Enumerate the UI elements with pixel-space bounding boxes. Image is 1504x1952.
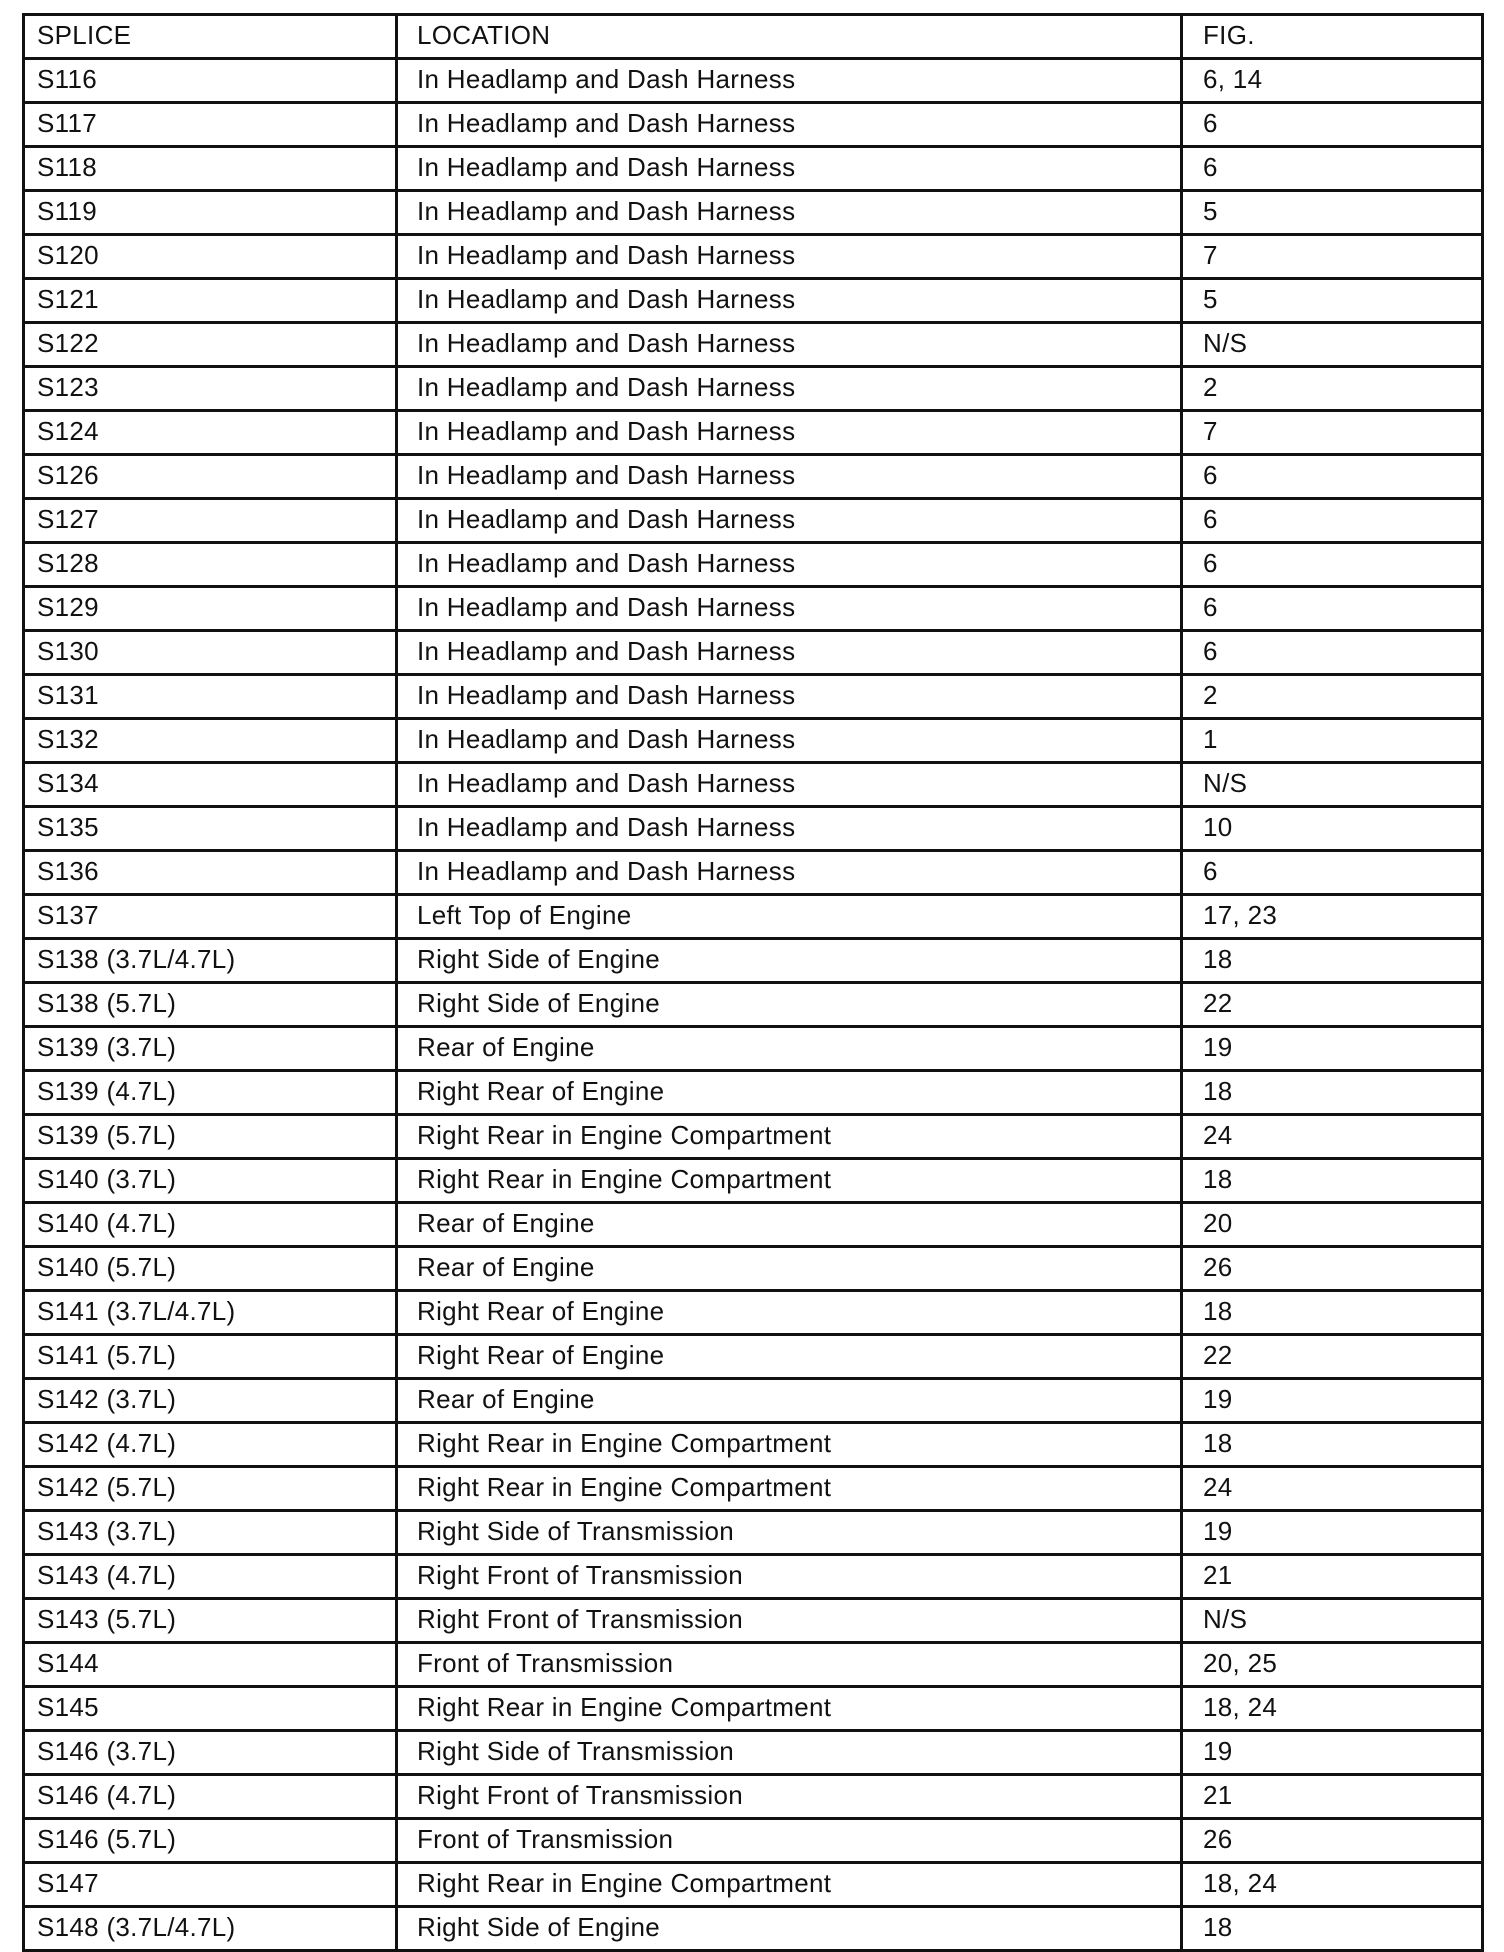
fig-cell: 18 xyxy=(1182,1291,1483,1335)
fig-cell: 6 xyxy=(1182,543,1483,587)
fig-cell: 7 xyxy=(1182,235,1483,279)
location-cell: Right Rear in Engine Compartment xyxy=(397,1863,1182,1907)
table-row xyxy=(24,1071,1483,1115)
splice-cell: S127 xyxy=(24,499,397,543)
table-row xyxy=(24,323,1483,367)
splice-table-container xyxy=(22,13,1481,1952)
fig-cell: 1 xyxy=(1182,719,1483,763)
table-row xyxy=(24,983,1483,1027)
table-row xyxy=(24,455,1483,499)
splice-cell: S138 (3.7L/4.7L) xyxy=(24,939,397,983)
fig-cell: 24 xyxy=(1182,1115,1483,1159)
splice-cell: S121 xyxy=(24,279,397,323)
location-cell: Right Front of Transmission xyxy=(397,1555,1182,1599)
splice-cell: S135 xyxy=(24,807,397,851)
splice-cell: S140 (3.7L) xyxy=(24,1159,397,1203)
splice-cell: S139 (5.7L) xyxy=(24,1115,397,1159)
location-column-header: LOCATION xyxy=(397,15,1182,59)
splice-location-table xyxy=(22,13,1484,1952)
fig-cell: 18, 24 xyxy=(1182,1687,1483,1731)
table-row xyxy=(24,1379,1483,1423)
fig-cell: 22 xyxy=(1182,1335,1483,1379)
table-row xyxy=(24,411,1483,455)
splice-cell: S145 xyxy=(24,1687,397,1731)
splice-cell: S146 (3.7L) xyxy=(24,1731,397,1775)
splice-cell: S139 (3.7L) xyxy=(24,1027,397,1071)
location-cell: Right Side of Transmission xyxy=(397,1511,1182,1555)
fig-cell: 19 xyxy=(1182,1511,1483,1555)
fig-cell: 18, 24 xyxy=(1182,1863,1483,1907)
splice-cell: S141 (3.7L/4.7L) xyxy=(24,1291,397,1335)
fig-cell: 18 xyxy=(1182,1159,1483,1203)
location-cell: In Headlamp and Dash Harness xyxy=(397,499,1182,543)
table-row xyxy=(24,895,1483,939)
table-row xyxy=(24,1423,1483,1467)
location-cell: Right Rear in Engine Compartment xyxy=(397,1687,1182,1731)
location-cell: In Headlamp and Dash Harness xyxy=(397,851,1182,895)
table-row xyxy=(24,59,1483,103)
splice-cell: S128 xyxy=(24,543,397,587)
fig-cell: 21 xyxy=(1182,1555,1483,1599)
table-row xyxy=(24,103,1483,147)
location-cell: In Headlamp and Dash Harness xyxy=(397,587,1182,631)
fig-cell: 2 xyxy=(1182,367,1483,411)
table-row xyxy=(24,279,1483,323)
splice-cell: S142 (3.7L) xyxy=(24,1379,397,1423)
splice-cell: S129 xyxy=(24,587,397,631)
fig-cell: 6 xyxy=(1182,851,1483,895)
table-row xyxy=(24,1027,1483,1071)
fig-cell: 18 xyxy=(1182,1907,1483,1951)
table-body xyxy=(24,59,1483,1951)
location-cell: Rear of Engine xyxy=(397,1247,1182,1291)
table-row xyxy=(24,147,1483,191)
splice-cell: S120 xyxy=(24,235,397,279)
table-row xyxy=(24,1775,1483,1819)
table-row xyxy=(24,675,1483,719)
splice-cell: S144 xyxy=(24,1643,397,1687)
table-row xyxy=(24,1291,1483,1335)
location-cell: Right Front of Transmission xyxy=(397,1599,1182,1643)
table-row xyxy=(24,631,1483,675)
location-cell: In Headlamp and Dash Harness xyxy=(397,279,1182,323)
splice-cell: S122 xyxy=(24,323,397,367)
location-cell: Right Rear of Engine xyxy=(397,1291,1182,1335)
table-row xyxy=(24,499,1483,543)
table-row xyxy=(24,719,1483,763)
table-row xyxy=(24,587,1483,631)
splice-cell: S148 (3.7L/4.7L) xyxy=(24,1907,397,1951)
splice-cell: S140 (4.7L) xyxy=(24,1203,397,1247)
splice-cell: S126 xyxy=(24,455,397,499)
table-row xyxy=(24,367,1483,411)
location-cell: In Headlamp and Dash Harness xyxy=(397,719,1182,763)
fig-cell: 6 xyxy=(1182,455,1483,499)
table-row xyxy=(24,1159,1483,1203)
fig-cell: 24 xyxy=(1182,1467,1483,1511)
fig-cell: 18 xyxy=(1182,1071,1483,1115)
splice-cell: S138 (5.7L) xyxy=(24,983,397,1027)
splice-cell: S131 xyxy=(24,675,397,719)
location-cell: Right Side of Engine xyxy=(397,939,1182,983)
fig-cell: 22 xyxy=(1182,983,1483,1027)
fig-cell: 6 xyxy=(1182,499,1483,543)
location-cell: In Headlamp and Dash Harness xyxy=(397,147,1182,191)
fig-cell: 5 xyxy=(1182,191,1483,235)
fig-cell: N/S xyxy=(1182,323,1483,367)
splice-cell: S116 xyxy=(24,59,397,103)
location-cell: Right Side of Engine xyxy=(397,983,1182,1027)
fig-cell: 19 xyxy=(1182,1731,1483,1775)
table-row xyxy=(24,1203,1483,1247)
fig-cell: 6, 14 xyxy=(1182,59,1483,103)
splice-cell: S124 xyxy=(24,411,397,455)
fig-cell: 17, 23 xyxy=(1182,895,1483,939)
location-cell: Front of Transmission xyxy=(397,1819,1182,1863)
fig-cell: 18 xyxy=(1182,1423,1483,1467)
splice-cell: S143 (5.7L) xyxy=(24,1599,397,1643)
location-cell: In Headlamp and Dash Harness xyxy=(397,763,1182,807)
fig-cell: 20 xyxy=(1182,1203,1483,1247)
splice-cell: S132 xyxy=(24,719,397,763)
fig-cell: 19 xyxy=(1182,1027,1483,1071)
table-row xyxy=(24,1731,1483,1775)
location-cell: In Headlamp and Dash Harness xyxy=(397,807,1182,851)
table-row xyxy=(24,1907,1483,1951)
location-cell: Left Top of Engine xyxy=(397,895,1182,939)
table-row xyxy=(24,1247,1483,1291)
splice-cell: S143 (4.7L) xyxy=(24,1555,397,1599)
location-cell: In Headlamp and Dash Harness xyxy=(397,367,1182,411)
table-row xyxy=(24,1335,1483,1379)
location-cell: In Headlamp and Dash Harness xyxy=(397,191,1182,235)
table-row xyxy=(24,807,1483,851)
location-cell: Rear of Engine xyxy=(397,1379,1182,1423)
location-cell: Right Rear in Engine Compartment xyxy=(397,1467,1182,1511)
fig-column-header: FIG. xyxy=(1182,15,1483,59)
fig-cell: 6 xyxy=(1182,147,1483,191)
fig-cell: N/S xyxy=(1182,1599,1483,1643)
fig-cell: N/S xyxy=(1182,763,1483,807)
table-row xyxy=(24,1643,1483,1687)
location-cell: Right Rear in Engine Compartment xyxy=(397,1423,1182,1467)
splice-cell: S130 xyxy=(24,631,397,675)
table-row xyxy=(24,1687,1483,1731)
fig-cell: 6 xyxy=(1182,587,1483,631)
table-row xyxy=(24,1115,1483,1159)
table-row xyxy=(24,1467,1483,1511)
table-row xyxy=(24,235,1483,279)
location-cell: Right Rear in Engine Compartment xyxy=(397,1159,1182,1203)
header-row xyxy=(24,15,1483,59)
splice-cell: S136 xyxy=(24,851,397,895)
splice-cell: S134 xyxy=(24,763,397,807)
fig-cell: 10 xyxy=(1182,807,1483,851)
location-cell: In Headlamp and Dash Harness xyxy=(397,103,1182,147)
table-row xyxy=(24,939,1483,983)
location-cell: Rear of Engine xyxy=(397,1203,1182,1247)
splice-cell: S119 xyxy=(24,191,397,235)
location-cell: In Headlamp and Dash Harness xyxy=(397,455,1182,499)
table-row xyxy=(24,1863,1483,1907)
splice-cell: S147 xyxy=(24,1863,397,1907)
location-cell: In Headlamp and Dash Harness xyxy=(397,411,1182,455)
location-cell: In Headlamp and Dash Harness xyxy=(397,543,1182,587)
fig-cell: 6 xyxy=(1182,103,1483,147)
splice-cell: S139 (4.7L) xyxy=(24,1071,397,1115)
fig-cell: 2 xyxy=(1182,675,1483,719)
splice-cell: S141 (5.7L) xyxy=(24,1335,397,1379)
splice-cell: S146 (5.7L) xyxy=(24,1819,397,1863)
splice-cell: S146 (4.7L) xyxy=(24,1775,397,1819)
location-cell: Right Side of Transmission xyxy=(397,1731,1182,1775)
table-row xyxy=(24,1511,1483,1555)
location-cell: Right Rear in Engine Compartment xyxy=(397,1115,1182,1159)
table-row xyxy=(24,763,1483,807)
splice-cell: S137 xyxy=(24,895,397,939)
location-cell: In Headlamp and Dash Harness xyxy=(397,323,1182,367)
splice-column-header: SPLICE xyxy=(24,15,397,59)
table-row xyxy=(24,1599,1483,1643)
location-cell: Rear of Engine xyxy=(397,1027,1182,1071)
fig-cell: 19 xyxy=(1182,1379,1483,1423)
location-cell: Right Rear of Engine xyxy=(397,1071,1182,1115)
splice-cell: S142 (4.7L) xyxy=(24,1423,397,1467)
location-cell: Right Rear of Engine xyxy=(397,1335,1182,1379)
fig-cell: 26 xyxy=(1182,1247,1483,1291)
splice-cell: S123 xyxy=(24,367,397,411)
table-row xyxy=(24,1555,1483,1599)
fig-cell: 6 xyxy=(1182,631,1483,675)
fig-cell: 21 xyxy=(1182,1775,1483,1819)
splice-cell: S118 xyxy=(24,147,397,191)
location-cell: Right Front of Transmission xyxy=(397,1775,1182,1819)
splice-cell: S143 (3.7L) xyxy=(24,1511,397,1555)
location-cell: In Headlamp and Dash Harness xyxy=(397,59,1182,103)
splice-cell: S142 (5.7L) xyxy=(24,1467,397,1511)
splice-cell: S117 xyxy=(24,103,397,147)
fig-cell: 18 xyxy=(1182,939,1483,983)
table-row xyxy=(24,851,1483,895)
location-cell: In Headlamp and Dash Harness xyxy=(397,675,1182,719)
location-cell: In Headlamp and Dash Harness xyxy=(397,235,1182,279)
fig-cell: 26 xyxy=(1182,1819,1483,1863)
table-row xyxy=(24,543,1483,587)
fig-cell: 7 xyxy=(1182,411,1483,455)
location-cell: Front of Transmission xyxy=(397,1643,1182,1687)
table-row xyxy=(24,191,1483,235)
table-row xyxy=(24,1819,1483,1863)
splice-cell: S140 (5.7L) xyxy=(24,1247,397,1291)
location-cell: In Headlamp and Dash Harness xyxy=(397,631,1182,675)
location-cell: Right Side of Engine xyxy=(397,1907,1182,1951)
fig-cell: 5 xyxy=(1182,279,1483,323)
fig-cell: 20, 25 xyxy=(1182,1643,1483,1687)
